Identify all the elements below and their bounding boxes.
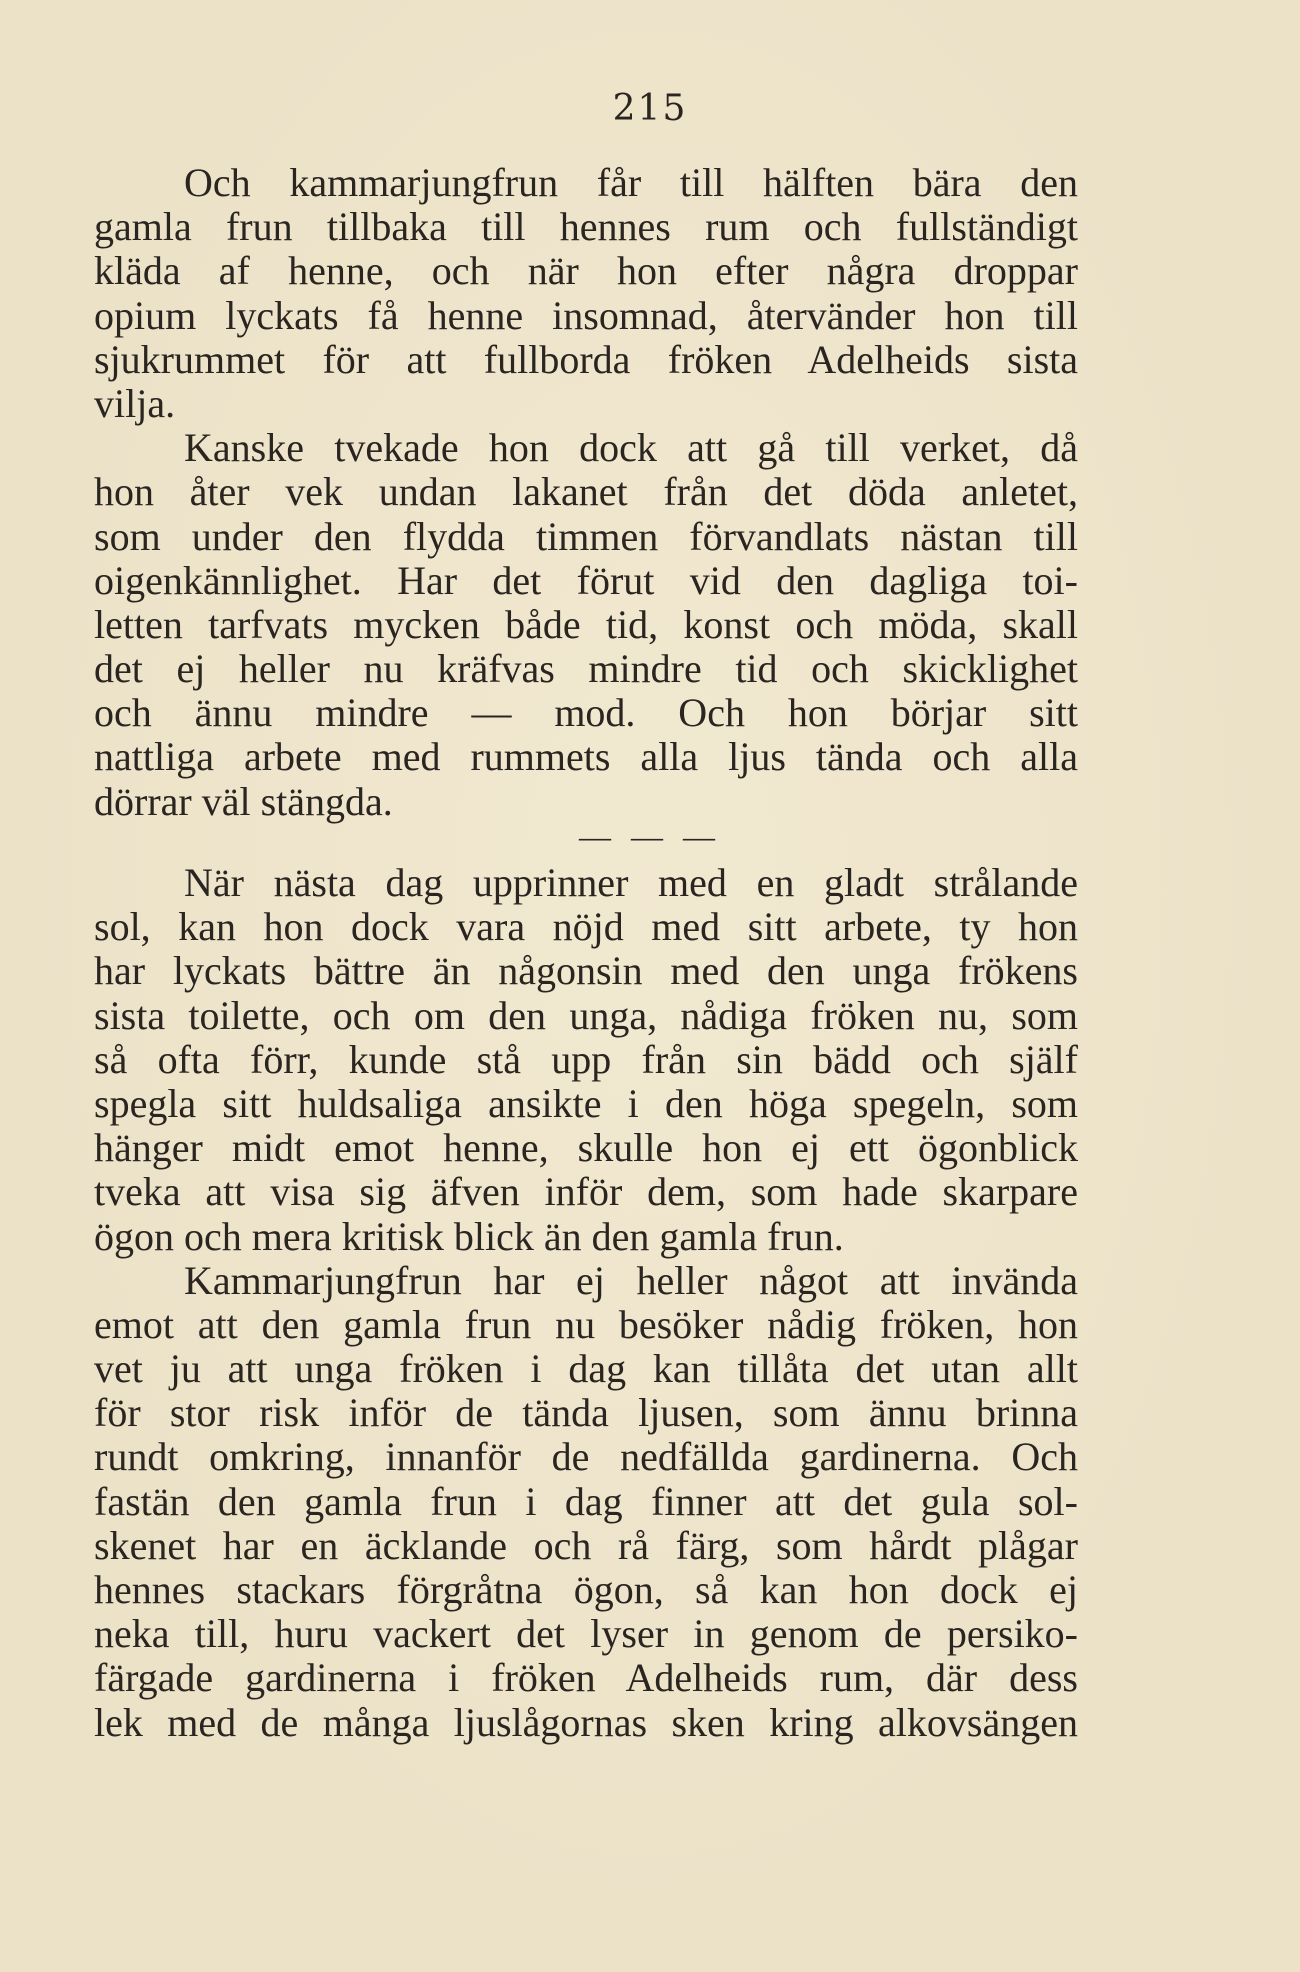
text-line: det ej heller nu kräfvas mindre tid och skicklighet: [94, 646, 1078, 692]
text-line: för stor risk inför de tända ljusen, som ännu brinna: [94, 1390, 1078, 1436]
text-line: spegla sitt huldsaliga ansikte i den höga spegeln, som: [94, 1080, 1078, 1126]
text-line: så ofta förr, kunde stå upp från sin bädd och själf: [94, 1036, 1078, 1082]
text-line: sol, kan hon dock vara nöjd med sitt arbete, ty hon: [94, 904, 1078, 950]
text-line: kläda af henne, och när hon efter några droppar: [94, 248, 1078, 294]
text-line: rundt omkring, innanför de nedfällda gardinerna. Och: [94, 1434, 1078, 1480]
text-line: fastän den gamla frun i dag finner att det gula sol-: [94, 1478, 1078, 1524]
text-line: nattliga arbete med rummets alla ljus tända och alla: [94, 734, 1078, 780]
text-line: hänger midt emot henne, skulle hon ej ett ögonblick: [94, 1125, 1078, 1171]
text-line: letten tarfvats mycken både tid, konst och möda, skall: [94, 601, 1078, 647]
text-block-upper: [94, 161, 1078, 824]
text-line: När nästa dag upprinner med en gladt strålande: [184, 860, 1078, 905]
text-line: oigenkännlighet. Har det förut vid den dagliga toi-: [94, 557, 1078, 603]
text-line: har lyckats bättre än någonsin med den unga frökens: [94, 948, 1078, 994]
text-line: Och kammarjungfrun får till hälften bära den: [184, 160, 1078, 205]
text-line: neka till, huru vackert det lyser in genom de persiko-: [94, 1611, 1078, 1657]
text-line: färgade gardinerna i fröken Adelheids rum, där dess: [94, 1655, 1078, 1701]
text-line: skenet har en äcklande och rå färg, som hårdt plågar: [94, 1522, 1078, 1568]
text-line: och ännu mindre — mod. Och hon börjar sitt: [94, 690, 1078, 736]
text-line: lek med de många ljuslågornas sken kring alkovsängen: [94, 1699, 1078, 1745]
section-separator: — — —: [579, 818, 721, 854]
text-line: sista toilette, och om den unga, nådiga fröken nu, som: [94, 992, 1078, 1038]
text-line: dörrar väl stängda.: [94, 778, 393, 824]
text-line: vet ju att unga fröken i dag kan tillåta det utan allt: [94, 1346, 1078, 1392]
text-line: Kanske tvekade hon dock att gå till verket, då: [184, 425, 1078, 471]
text-block-lower: [94, 861, 1078, 1745]
text-line: emot att den gamla frun nu besöker nådig fröken, hon: [94, 1301, 1078, 1347]
text-line: ögon och mera kritisk blick än den gamla frun.: [94, 1213, 844, 1259]
text-line: sjukrummet för att fullborda fröken Adelheids sista: [94, 336, 1078, 382]
text-line: hennes stackars förgråtna ögon, så kan hon dock ej: [94, 1567, 1078, 1612]
text-line: Kammarjungfrun har ej heller något att invända: [184, 1257, 1078, 1303]
text-line: som under den flydda timmen förvandlats nästan till: [94, 513, 1078, 559]
text-line: vilja.: [94, 380, 176, 426]
text-line: tveka att visa sig äfven inför dem, som hade skarpare: [94, 1169, 1078, 1215]
text-line: gamla frun tillbaka till hennes rum och fullständigt: [94, 204, 1078, 250]
page-number: 215: [612, 88, 688, 129]
text-line: opium lyckats få henne insomnad, återvänder hon till: [94, 292, 1078, 338]
text-line: hon åter vek undan lakanet från det döda anletet,: [94, 469, 1078, 515]
